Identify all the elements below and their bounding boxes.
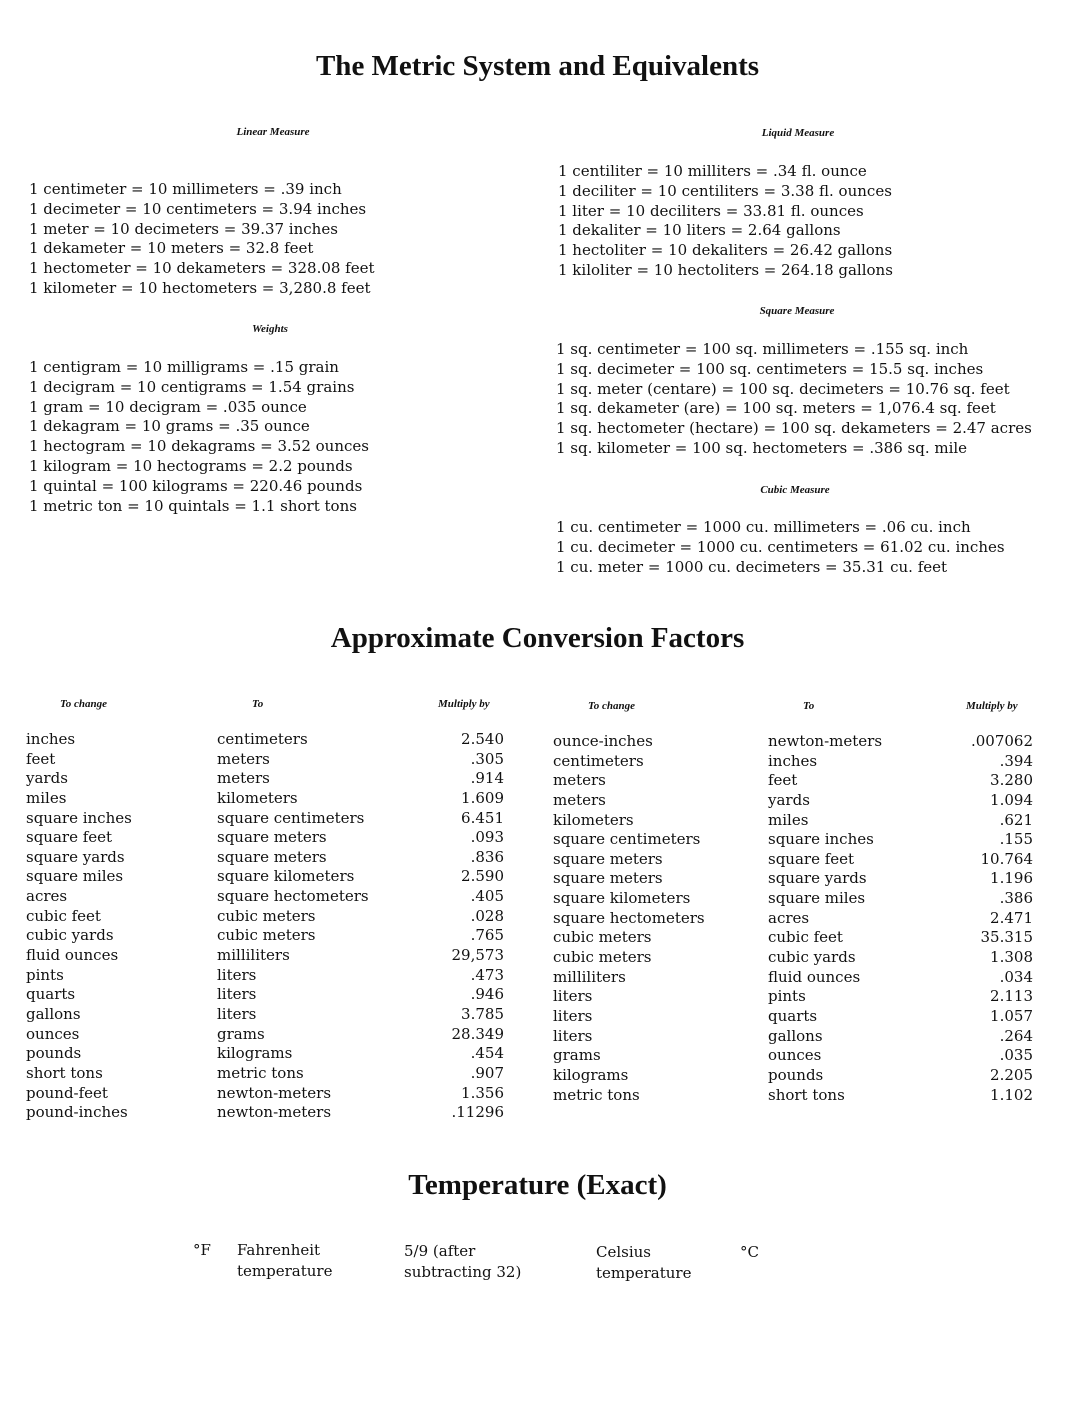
from-unit: pound-feet [26, 1083, 108, 1102]
weight-line: 1 gram = 10 decigram = .035 ounce [29, 397, 307, 416]
multiplier: .765 [470, 926, 504, 945]
conversion-row [553, 732, 1033, 752]
from-unit: feet [26, 749, 56, 768]
from-unit: yards [26, 769, 68, 788]
celsius-temperature-word: temperature [596, 1264, 692, 1282]
multiplier: 1.609 [461, 788, 504, 807]
weight-line: 1 decigram = 10 centigrams = 1.54 grains [29, 377, 355, 396]
to-unit: cubic meters [217, 906, 316, 925]
to-unit: square kilometers [217, 867, 355, 886]
left-conversion-table [26, 730, 504, 1123]
to-unit: gallons [768, 1026, 823, 1045]
from-unit: liters [553, 1006, 593, 1025]
square-measure-line: 1 sq. kilometer = 100 sq. hectometers = .386 sq. mile [556, 438, 968, 457]
linear-measure-line: 1 meter = 10 decimeters = 39.37 inches [29, 219, 338, 238]
from-unit: square meters [553, 849, 663, 868]
formula-text [404, 1241, 521, 1283]
multiplier: .946 [470, 985, 504, 1004]
multiplier: .305 [470, 749, 504, 768]
fahrenheit-symbol: °F [193, 1241, 211, 1259]
linear-measure-list [29, 180, 375, 299]
multiplier: 2.205 [990, 1065, 1033, 1084]
liquid-measure-line: 1 liter = 10 deciliters = 33.81 fl. ounces [558, 201, 864, 220]
conversion-row [553, 771, 1033, 791]
multiplier: .454 [470, 1044, 504, 1063]
square-measure-line: 1 sq. meter (centare) = 100 sq. decimeters = 10.76 sq. feet [556, 379, 1010, 398]
multiplier: .405 [470, 887, 504, 906]
to-unit: kilograms [217, 1044, 293, 1063]
to-unit: square centimeters [217, 808, 365, 827]
conversion-row [553, 1046, 1033, 1066]
to-unit: acres [768, 908, 810, 927]
from-unit: pounds [26, 1044, 82, 1063]
conversion-row [26, 1005, 504, 1025]
multiplier: 35.315 [980, 928, 1033, 947]
to-unit: kilometers [217, 788, 298, 807]
from-unit: liters [553, 1026, 593, 1045]
celsius-name: Celsius [596, 1243, 652, 1261]
square-measure-heading: Square Measure [759, 305, 835, 317]
celsius-label [596, 1242, 691, 1284]
multiplier: .007062 [970, 732, 1033, 750]
to-unit: pounds [768, 1065, 824, 1084]
from-unit: milliliters [553, 967, 626, 986]
square-measure-line: 1 sq. centimeter = 100 sq. millimeters = .155 sq. inch [556, 340, 969, 358]
conversion-row [553, 830, 1033, 850]
weight-line: 1 centigram = 10 milligrams = .15 grain [29, 358, 339, 376]
conversion-row [26, 809, 504, 829]
from-unit: square hectometers [553, 908, 705, 927]
conversion-row [26, 750, 504, 770]
multiplier: .155 [999, 830, 1033, 849]
conversion-row [553, 987, 1033, 1007]
linear-measure-line: 1 dekameter = 10 meters = 32.8 feet [29, 239, 314, 258]
from-unit: kilograms [553, 1065, 629, 1084]
conversion-row [553, 1007, 1033, 1027]
to-unit: square yards [768, 869, 867, 888]
conversion-row [26, 1084, 504, 1104]
multiplier: 1.094 [990, 790, 1033, 809]
from-unit: square miles [26, 867, 124, 886]
conversion-row [553, 948, 1033, 968]
right-conversion-table [553, 732, 1033, 1105]
to-unit: quarts [768, 1006, 818, 1025]
from-unit: cubic feet [26, 906, 101, 925]
to-unit: newton-meters [768, 732, 883, 750]
conversion-row [553, 928, 1033, 948]
conversion-row [26, 1064, 504, 1084]
from-unit: liters [553, 987, 593, 1006]
from-unit: inches [26, 730, 76, 748]
from-unit: short tons [26, 1063, 103, 1082]
conversion-row [553, 811, 1033, 831]
multiplier: 3.280 [990, 771, 1033, 790]
metric-title: The Metric System and Equivalents [315, 50, 760, 82]
conversion-row [26, 789, 504, 809]
to-unit: fluid ounces [768, 967, 861, 986]
liquid-measure-heading: Liquid Measure [761, 127, 835, 139]
multiplier: .907 [470, 1063, 504, 1082]
from-unit: grams [553, 1046, 601, 1065]
multiplier: .914 [470, 769, 504, 788]
weight-line: 1 kilogram = 10 hectograms = 2.2 pounds [29, 456, 353, 475]
multiplier: .836 [470, 847, 504, 866]
square-measure-line: 1 sq. decimeter = 100 sq. centimeters = 15.5 sq. inches [556, 359, 984, 378]
multiplier: 10.764 [980, 849, 1033, 868]
conversion-row [553, 1027, 1033, 1047]
multiplier: 29,573 [451, 946, 504, 965]
from-unit: square kilometers [553, 889, 691, 908]
to-unit: square feet [768, 849, 855, 868]
liquid-measure-line: 1 deciliter = 10 centiliters = 3.38 fl. ounces [558, 181, 892, 200]
from-unit: fluid ounces [26, 946, 119, 965]
from-unit: meters [553, 771, 606, 790]
to-unit: metric tons [217, 1063, 304, 1082]
multiplier: .034 [999, 967, 1033, 986]
from-unit: ounce-inches [553, 732, 653, 750]
conversion-row [26, 1103, 504, 1123]
cubic-measure-line: 1 cu. decimeter = 1000 cu. centimeters = 61.02 cu. inches [556, 537, 1005, 556]
cubic-measure-line: 1 cu. meter = 1000 cu. decimeters = 35.31 cu. feet [556, 557, 948, 576]
left-to-change-header: To change [60, 698, 107, 710]
weight-line: 1 dekagram = 10 grams = .35 ounce [29, 417, 310, 436]
multiplier: .473 [470, 965, 504, 984]
from-unit: square centimeters [553, 830, 701, 849]
conversion-row [26, 926, 504, 946]
conversion-row [26, 985, 504, 1005]
multiplier: .264 [999, 1026, 1033, 1045]
from-unit: square inches [26, 808, 132, 827]
to-unit: pints [768, 987, 806, 1006]
multiplier: .028 [470, 906, 504, 925]
multiplier: 1.196 [990, 869, 1033, 888]
from-unit: quarts [26, 985, 76, 1004]
conversion-row [26, 887, 504, 907]
to-unit: cubic feet [768, 928, 843, 947]
to-unit: yards [768, 790, 810, 809]
conversion-row [26, 1025, 504, 1045]
from-unit: ounces [26, 1024, 80, 1043]
linear-measure-line: 1 decimeter = 10 centimeters = 3.94 inches [29, 199, 367, 218]
multiplier: 2.471 [990, 908, 1033, 927]
conversion-row [553, 791, 1033, 811]
weights-list [29, 358, 369, 516]
weight-line: 1 hectogram = 10 dekagrams = 3.52 ounces [29, 437, 369, 456]
right-multiply-header: Multiply by [966, 700, 1018, 712]
liquid-measure-line: 1 hectoliter = 10 dekaliters = 26.42 gallons [558, 241, 893, 260]
to-unit: inches [768, 751, 818, 770]
multiplier: 28.349 [451, 1024, 504, 1043]
from-unit: metric tons [553, 1085, 640, 1104]
right-to-header: To [803, 700, 815, 712]
linear-measure-line: 1 hectometer = 10 dekameters = 328.08 feet [29, 259, 375, 278]
from-unit: pound-inches [26, 1103, 128, 1122]
from-unit: miles [26, 788, 67, 807]
conversion-row [26, 867, 504, 887]
weights-heading: Weights [252, 323, 288, 335]
multiplier: 6.451 [461, 808, 504, 827]
conversion-row [553, 1066, 1033, 1086]
conversion-row [553, 1086, 1033, 1106]
celsius-symbol: °C [740, 1243, 759, 1261]
conversion-row [553, 889, 1033, 909]
from-unit: cubic meters [553, 928, 652, 947]
conversion-row [26, 907, 504, 927]
formula-line-2: subtracting 32) [404, 1263, 522, 1281]
to-unit: milliliters [217, 946, 290, 965]
linear-measure-line: 1 kilometer = 10 hectometers = 3,280.8 feet [29, 278, 371, 297]
to-unit: short tons [768, 1085, 845, 1104]
conversion-row [553, 850, 1033, 870]
weight-line: 1 quintal = 100 kilograms = 220.46 pounds [29, 476, 363, 495]
from-unit: square yards [26, 847, 125, 866]
to-unit: square miles [768, 889, 866, 908]
to-unit: square meters [217, 828, 327, 847]
to-unit: liters [217, 965, 257, 984]
temperature-title: Temperature (Exact) [408, 1169, 667, 1201]
multiplier: .394 [999, 751, 1033, 770]
conversion-row [26, 828, 504, 848]
to-unit: liters [217, 1004, 257, 1023]
multiplier: 1.308 [990, 948, 1033, 967]
linear-measure-line: 1 centimeter = 10 millimeters = .39 inch [29, 180, 342, 198]
conversion-row [553, 869, 1033, 889]
conversion-row [553, 968, 1033, 988]
conversion-row [26, 1044, 504, 1064]
to-unit: meters [217, 769, 270, 788]
multiplier: 2.540 [461, 730, 504, 748]
from-unit: square feet [26, 828, 113, 847]
conversion-row [553, 909, 1033, 929]
conversion-row [26, 966, 504, 986]
fahrenheit-temperature-word: temperature [237, 1262, 333, 1280]
left-to-header: To [252, 698, 264, 710]
fahrenheit-name: Fahrenheit [237, 1241, 321, 1259]
cubic-measure-line: 1 cu. centimeter = 1000 cu. millimeters = .06 cu. inch [556, 518, 971, 536]
to-unit: square hectometers [217, 887, 369, 906]
to-unit: newton-meters [217, 1103, 332, 1122]
from-unit: cubic yards [26, 926, 114, 945]
from-unit: pints [26, 965, 64, 984]
conversion-row [553, 752, 1033, 772]
to-unit: square inches [768, 830, 874, 849]
fahrenheit-label [237, 1240, 332, 1282]
to-unit: cubic yards [768, 948, 856, 967]
to-unit: ounces [768, 1046, 822, 1065]
from-unit: kilometers [553, 810, 634, 829]
left-multiply-header: Multiply by [438, 698, 490, 710]
multiplier: .386 [999, 889, 1033, 908]
multiplier: 2.590 [461, 867, 504, 886]
conversion-title: Approximate Conversion Factors [330, 622, 745, 654]
square-measure-list [556, 340, 1032, 459]
to-unit: feet [768, 771, 798, 790]
to-unit: newton-meters [217, 1083, 332, 1102]
multiplier: 2.113 [990, 987, 1033, 1006]
from-unit: gallons [26, 1004, 81, 1023]
from-unit: square meters [553, 869, 663, 888]
liquid-measure-line: 1 kiloliter = 10 hectoliters = 264.18 gallons [558, 260, 893, 279]
cubic-measure-heading: Cubic Measure [760, 484, 830, 496]
multiplier: 3.785 [461, 1004, 504, 1023]
square-measure-line: 1 sq. hectometer (hectare) = 100 sq. dekameters = 2.47 acres [556, 419, 1032, 438]
from-unit: acres [26, 887, 68, 906]
multiplier: 1.057 [990, 1006, 1033, 1025]
multiplier: .621 [999, 810, 1033, 829]
to-unit: square meters [217, 847, 327, 866]
square-measure-line: 1 sq. dekameter (are) = 100 sq. meters = 1,076.4 sq. feet [556, 399, 996, 418]
to-unit: meters [217, 749, 270, 768]
multiplier: .035 [999, 1046, 1033, 1065]
formula-line-1: 5/9 (after [404, 1242, 476, 1260]
right-to-change-header: To change [588, 700, 635, 712]
conversion-row [26, 848, 504, 868]
from-unit: centimeters [553, 751, 644, 770]
liquid-measure-line: 1 dekaliter = 10 liters = 2.64 gallons [558, 221, 841, 240]
cubic-measure-list [556, 518, 1005, 577]
to-unit: centimeters [217, 730, 308, 748]
multiplier: 1.356 [461, 1083, 504, 1102]
to-unit: liters [217, 985, 257, 1004]
liquid-measure-list [558, 162, 893, 281]
weight-line: 1 metric ton = 10 quintals = 1.1 short tons [29, 496, 357, 515]
multiplier: .11296 [451, 1103, 504, 1122]
conversion-row [26, 946, 504, 966]
linear-measure-heading: Linear Measure [236, 126, 310, 138]
multiplier: .093 [470, 828, 504, 847]
conversion-row [26, 769, 504, 789]
liquid-measure-line: 1 centiliter = 10 milliters = .34 fl. ounce [558, 162, 867, 180]
from-unit: cubic meters [553, 948, 652, 967]
conversion-row [26, 730, 504, 750]
to-unit: miles [768, 810, 809, 829]
to-unit: cubic meters [217, 926, 316, 945]
multiplier: 1.102 [990, 1085, 1033, 1104]
from-unit: meters [553, 790, 606, 809]
to-unit: grams [217, 1024, 265, 1043]
